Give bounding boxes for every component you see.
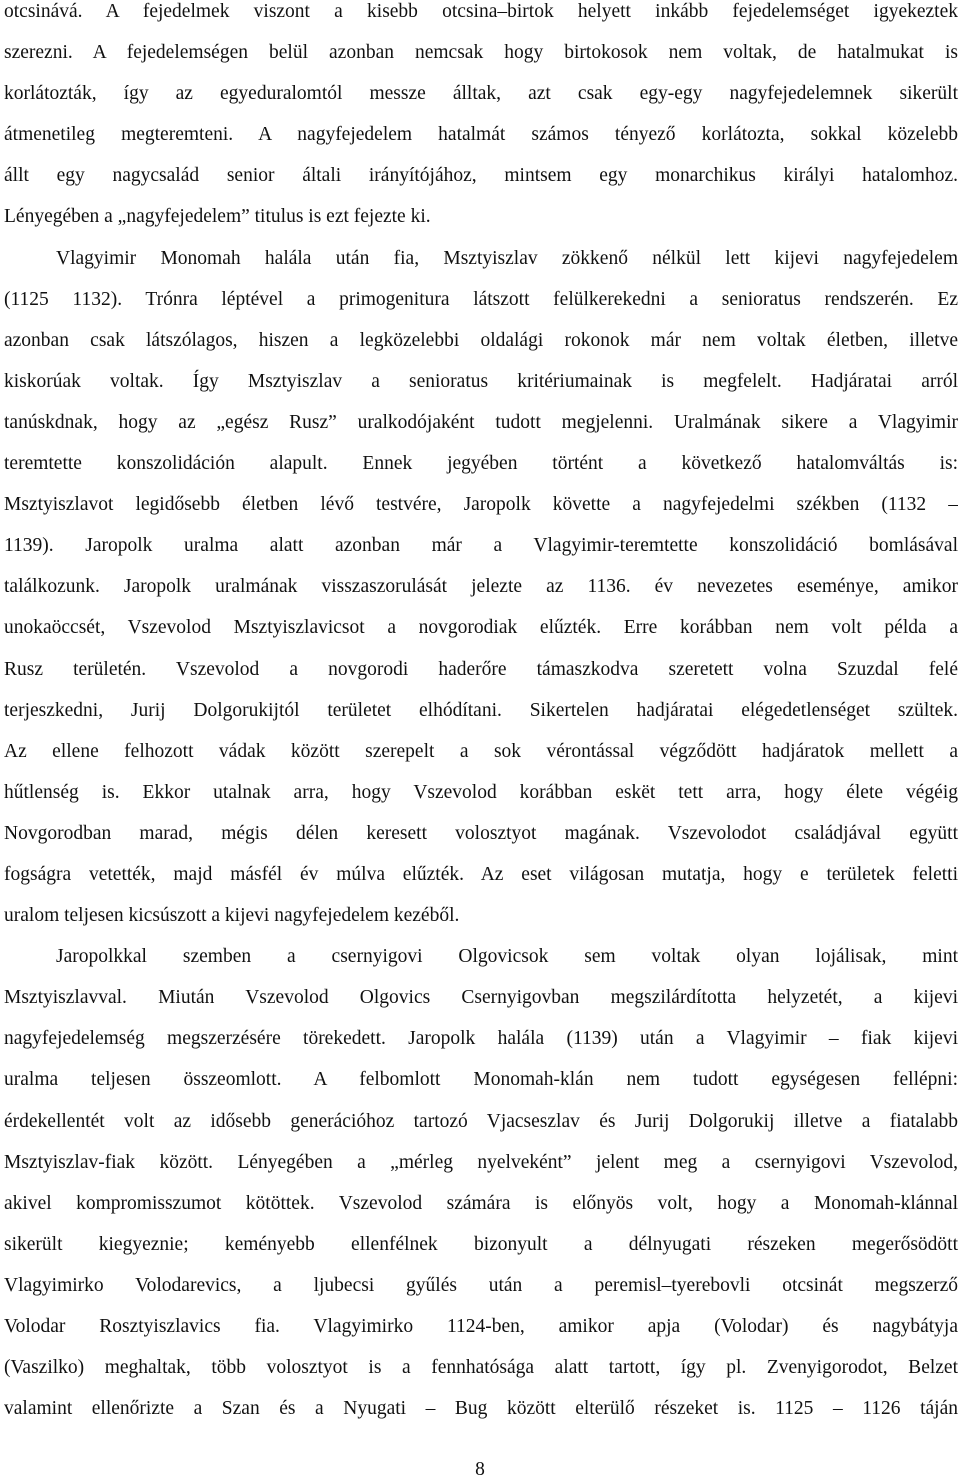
text-line: Msztyiszlav-fiak között. Lényegében a „mérleg nyelveként” jelent meg a csernyigovi Vszevolod, — [4, 1151, 958, 1173]
text-line: otcsinává. A fejedelmek viszont a kisebb otcsina–birtok helyett inkább fejedelemséget igyekeztek — [4, 1, 958, 22]
paragraph — [4, 0, 958, 238]
text-line: Vlagyimir Monomah halála után fia, Msztyiszlav zökkenő nélkül lett kijevi nagyfejedelem — [56, 247, 958, 269]
text-line: azonban csak látszólagos, hiszen a legközelebbi oldalági rokonok már nem voltak életben, illetve — [4, 329, 958, 351]
text-line: 1139). Jaropolk uralma alatt azonban már a Vlagyimir-teremtette konszolidáció bomlásával — [4, 535, 958, 557]
text-line: Jaropolkkal szemben a csernyigovi Olgovicsok sem voltak olyan lojálisak, mint — [56, 946, 958, 968]
text-line: valamint ellenőrizte a Szan és a Nyugati – Bug között elterülő részeket is. 1125 – 1126 táján — [4, 1398, 958, 1420]
page-number: 8 — [475, 1459, 485, 1480]
text-line: Msztyiszlavval. Miután Vszevolod Olgovics Csernyigovban megszilárdította helyzetét, a kijevi — [4, 987, 958, 1009]
text-line: terjeszkedni, Jurij Dolgorukijtól területet elhódítani. Sikertelen hadjáratai elégedetlenséget szültek. — [4, 699, 958, 721]
text-line: Az ellene felhozott vádak között szerepelt a sok vérontással végződött hadjáratok mellett a — [4, 740, 958, 762]
text-line: Vlagyimirko Volodarevics, a ljubecsi gyűlés után a peremisl–tyerebovli otcsinát megszerző — [4, 1274, 958, 1296]
text-line: Novgorodban marad, mégis délen keresett volosztyot magának. Vszevolodot családjával együtt — [4, 822, 958, 844]
text-line: érdekellentét volt az idősebb generációhoz tartozó Vjacseszlav és Jurij Dolgorukij illetve a fiatalabb — [4, 1110, 958, 1132]
text-line: Volodar Rosztyiszlavics fia. Vlagyimirko 1124-ben, amikor apja (Volodar) és nagybátyja — [4, 1316, 958, 1337]
text-line: tanúskdnak, hogy az „egész Rusz” uralkodójaként tudott megjelenni. Uralmának sikere a Vlagyimir — [4, 411, 958, 433]
text-line: sikerült kiegyeznie; keményebb ellenfélnek bizonyult a délnyugati részeken megerősödött — [4, 1233, 958, 1255]
text-line: Rusz területén. Vszevolod a novgorodi haderőre támaszkodva szeretett volna Szuzdal felé — [4, 658, 958, 680]
text-line: fogságra vetették, majd másfél év múlva elűzték. Az eset világosan mutatja, hogy e területek feletti — [4, 863, 958, 885]
text-line: (Vaszilko) meghaltak, több volosztyot is a fennhatósága alatt tartott, így pl. Zvenyigorodot, Belzet — [4, 1357, 958, 1379]
paragraph — [4, 238, 958, 937]
text-line: (1125 1132). Trónra léptével a primogenitura látszott felülkerekedni a senioratus rendszerén. Ez — [4, 288, 958, 310]
text-line: unokaöccsét, Vszevolod Msztyiszlavicsot a novgorodiak elűzték. Erre korábban nem volt példa a — [4, 617, 958, 639]
text-line: átmenetileg megteremteni. A nagyfejedelem hatalmát számos tényező korlátozta, sokkal közelebb — [4, 124, 958, 146]
text-line: Msztyiszlavot legidősebb életben lévő testvére, Jaropolk követte a nagyfejedelmi székben (1132 – — [4, 494, 958, 516]
text-line: szerezni. A fejedelemségen belül azonban nemcsak hogy birtokosok nem voltak, de hatalmukat is — [4, 42, 958, 64]
text-line: korlátozták, így az egyeduralomtól messze álltak, azt csak egy-egy nagyfejedelemnek sikerült — [4, 83, 958, 105]
text-line: Lényegében a „nagyfejedelem” titulus is ezt fejezte ki. — [4, 206, 431, 228]
text-line: uralma teljesen összeomlott. A felbomlott Monomah-klán nem tudott egységesen fellépni: — [4, 1069, 958, 1091]
text-line: uralom teljesen kicsúszott a kijevi nagyfejedelem kezéből. — [4, 905, 460, 927]
text-line: találkozunk. Jaropolk uralmának visszaszorulását jelezte az 1136. év nevezetes eseménye, amikor — [4, 576, 958, 598]
body-text — [4, 0, 958, 1429]
text-line: nagyfejedelemség megszerzésére törekedett. Jaropolk halála (1139) után a Vlagyimir – fiak kijevi — [4, 1028, 958, 1050]
text-line: kiskorúak voltak. Így Msztyiszlav a senioratus kritériumainak is megfelelt. Hadjáratai arról — [4, 370, 958, 392]
text-line: állt egy nagycsalád senior általi irányítójához, mintsem egy monarchikus királyi hatalomhoz. — [4, 165, 958, 187]
paragraph — [4, 936, 958, 1429]
text-line: teremtette konszolidáción alapult. Ennek jegyében történt a következő hatalomváltás is: — [4, 453, 958, 475]
text-line: hűtlenség is. Ekkor utalnak arra, hogy Vszevolod korábban eskët tett arra, hogy élete végéig — [4, 781, 958, 803]
text-line: akivel kompromisszumot kötöttek. Vszevolod számára is előnyös volt, hogy a Monomah-klánnal — [4, 1192, 958, 1214]
